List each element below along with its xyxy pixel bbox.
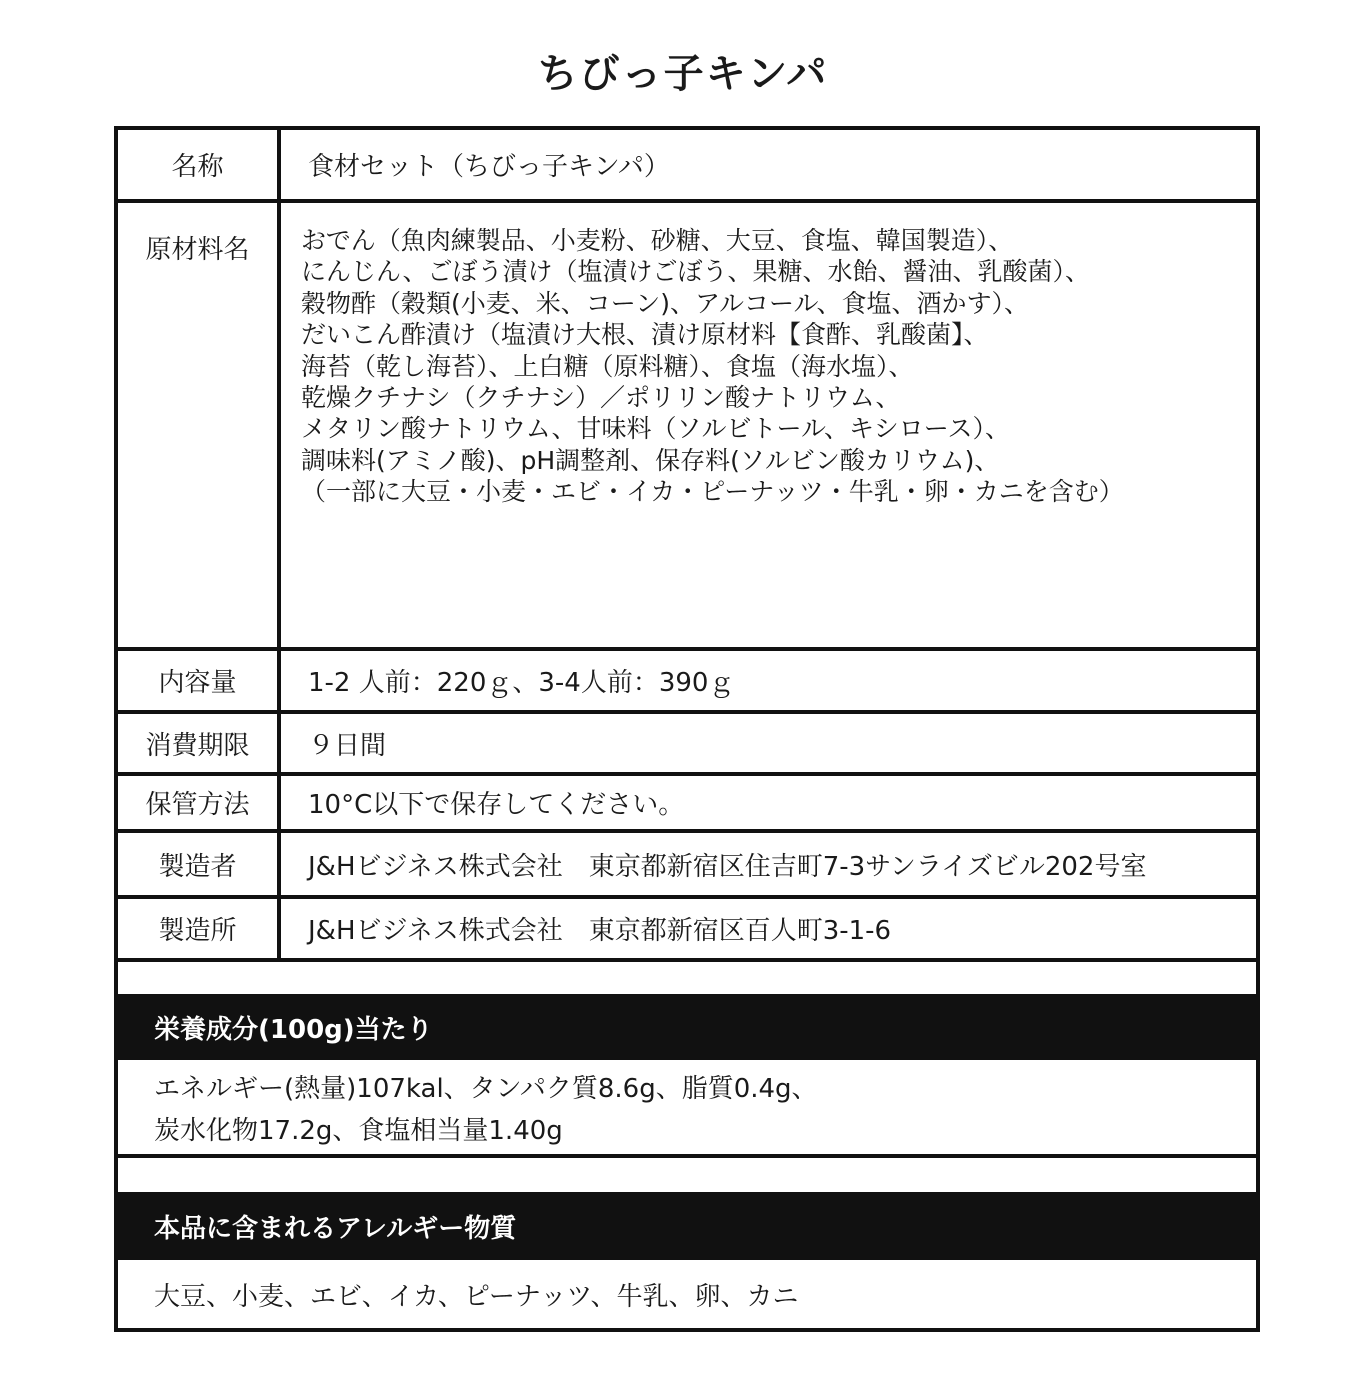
page-title: ちびっ子キンパ [537, 51, 829, 97]
ingredient-line: 海苔（乾し海苔）、上白糖（原料糖）、食塩（海水塩）、 [301, 351, 914, 381]
row-label: 製造所 [118, 899, 281, 958]
nutrition-heading: 栄養成分(100g)当たり [114, 994, 1260, 1060]
allergen-heading: 本品に含まれるアレルギー物質 [114, 1192, 1260, 1260]
row-storage [118, 776, 1256, 833]
ingredient-line: （一部に大豆・小麦・エビ・イカ・ピーナッツ・牛乳・卵・カニを含む） [301, 477, 1124, 507]
ingredient-line: だいこん酢漬け（塩漬け大根、漬け原材料【食酢、乳酸菌】、 [301, 320, 989, 350]
row-ingredients [118, 203, 1256, 651]
ingredient-line: 調味料(アミノ酸)、pH調整剤、保存料(ソルビン酸カリウム)、 [301, 445, 1000, 475]
spacer [118, 962, 1256, 994]
row-expiry [118, 714, 1256, 776]
ingredient-line: 穀物酢（穀類(小麦、米、コーン)、アルコール、食塩、酒かす）、 [301, 288, 1030, 318]
row-value: 1-2 人前：220ｇ、3-4人前：390ｇ [308, 668, 735, 698]
ingredient-line: 乾燥クチナシ（クチナシ）／ポリリン酸ナトリウム、 [301, 383, 901, 413]
row-value: 食材セット（ちびっ子キンパ） [308, 152, 670, 182]
row-label: 原材料名 [118, 203, 281, 647]
ingredient-line: おでん（魚肉練製品、小麦粉、砂糖、大豆、食塩、韓国製造）、 [301, 226, 1014, 255]
allergen-body [118, 1260, 1256, 1328]
nutrition-line: エネルギー(熱量)107kal、タンパク質8.6g、脂質0.4g、 [154, 1074, 818, 1104]
row-content [118, 651, 1256, 714]
row-value: 10°C以下で保存してください。 [308, 790, 685, 820]
allergen-list: 大豆、小麦、エビ、イカ、ピーナッツ、牛乳、卵、カニ [154, 1281, 799, 1312]
row-label: 消費期限 [118, 714, 281, 772]
row-label: 名称 [118, 130, 281, 199]
nutrition-line: 炭水化物17.2g、食塩相当量1.40g [154, 1116, 563, 1146]
product-label-table [114, 126, 1260, 1332]
row-value: ９日間 [308, 730, 387, 761]
row-manufacturer [118, 833, 1256, 899]
row-name [118, 130, 1256, 203]
row-value: J&Hビジネス株式会社 東京都新宿区住吉町7-3サンライズビル202号室 [308, 851, 1147, 882]
row-label: 製造者 [118, 833, 281, 895]
row-factory [118, 899, 1256, 962]
row-label: 内容量 [118, 651, 281, 710]
row-label: 保管方法 [118, 776, 281, 829]
ingredient-line: にんじん、ごぼう漬け（塩漬けごぼう、果糖、水飴、醤油、乳酸菌）、 [301, 257, 1091, 287]
nutrition-body [118, 1068, 1256, 1158]
spacer [118, 1158, 1256, 1192]
ingredients-list [301, 203, 1246, 647]
ingredient-line: メタリン酸ナトリウム、甘味料（ソルビトール、キシロース）、 [301, 414, 1011, 444]
row-value: J&Hビジネス株式会社 東京都新宿区百人町3-1-6 [308, 916, 892, 946]
